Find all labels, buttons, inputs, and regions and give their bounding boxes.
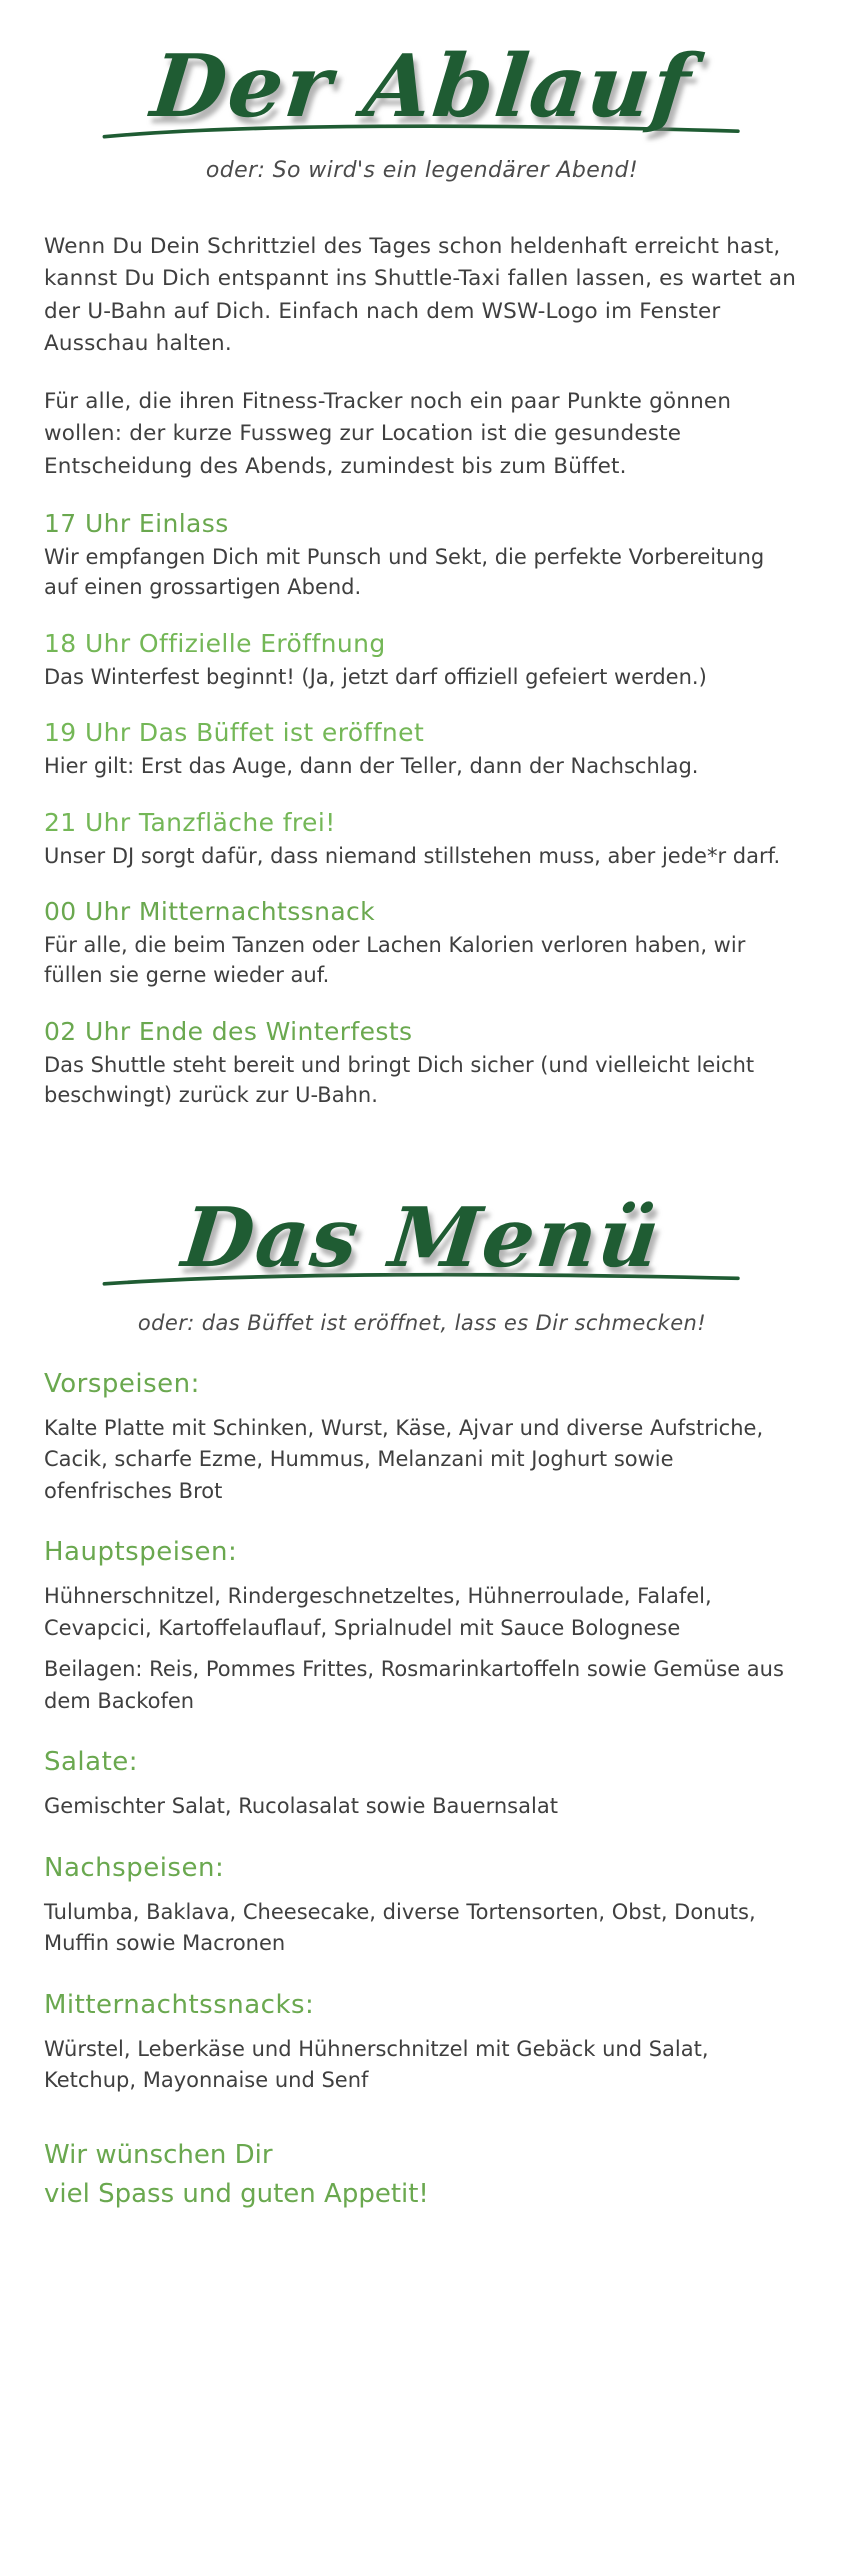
bottom-spacer bbox=[44, 2252, 800, 2282]
menu-subtitle: oder: das Büffet ist eröffnet, lass es Dir schmecken! bbox=[137, 1310, 707, 1335]
schedule-description: Das Winterfest beginnt! (Ja, jetzt darf offiziell gefeiert werden.) bbox=[44, 664, 707, 689]
menu-group-heading: Mitternachtssnacks: bbox=[44, 1989, 315, 2020]
schedule-time-label: 19 Uhr Das Büffet ist eröffnet bbox=[44, 718, 425, 748]
closing-line-1: Wir wünschen Dir bbox=[44, 2139, 273, 2170]
schedule-time-label: 21 Uhr Tanzfläche frei! bbox=[44, 807, 336, 837]
schedule-list bbox=[44, 509, 800, 1111]
closing-block bbox=[44, 2139, 800, 2213]
page-title-menu: Das Menü bbox=[178, 1189, 666, 1286]
schedule-time-label: 17 Uhr Einlass bbox=[44, 508, 229, 538]
schedule-item bbox=[44, 897, 800, 991]
menu-group-line: Kalte Platte mit Schinken, Wurst, Käse, Ajvar und diverse Aufstriche, Cacik, scharfe Ezme, Hummus, Melanzani mit Joghurt sowie ofenfrisches Brot bbox=[44, 1415, 764, 1503]
menu-group-line: Würstel, Leberkäse und Hühnerschnitzel mit Gebäck und Salat, Ketchup, Mayonnaise und Senf bbox=[44, 2036, 709, 2093]
ablauf-title-block bbox=[44, 0, 800, 144]
menu-group-mitternachtssnacks bbox=[44, 1990, 800, 2097]
menu-section bbox=[44, 1189, 800, 2213]
schedule-item bbox=[44, 629, 800, 692]
schedule-item bbox=[44, 509, 800, 603]
menu-group-heading: Hauptspeisen: bbox=[44, 1537, 238, 1568]
schedule-description: Für alle, die beim Tanzen oder Lachen Kalorien verloren haben, wir füllen sie gerne wieder auf. bbox=[44, 932, 746, 988]
schedule-description: Das Shuttle steht bereit und bringt Dich sicher (und vielleicht leicht beschwingt) zurück zur U-Bahn. bbox=[44, 1052, 755, 1108]
intro-paragraph-2: Für alle, die ihren Fitness-Tracker noch ein paar Punkte gönnen wollen: der kurze Fussweg zur Location ist die gesundeste Entscheidung des Abends, zumindest bis zum Büffet. bbox=[44, 389, 732, 479]
schedule-item bbox=[44, 1017, 800, 1111]
ablauf-subtitle: oder: So wird's ein legendärer Abend! bbox=[205, 158, 639, 183]
menu-group-heading: Vorspeisen: bbox=[44, 1368, 200, 1399]
schedule-description: Hier gilt: Erst das Auge, dann der Teller, dann der Nachschlag. bbox=[44, 754, 699, 779]
menu-group-line: Hühnerschnitzel, Rindergeschnetzeltes, Hühnerroulade, Falafel, Cevapcici, Kartoffelauflauf, Sprialnudel mit Sauce Bolognese bbox=[44, 1584, 712, 1640]
menu-group-heading: Nachspeisen: bbox=[44, 1852, 225, 1883]
menu-title-block bbox=[44, 1189, 800, 1293]
schedule-item bbox=[44, 808, 800, 871]
schedule-time-label: 18 Uhr Offizielle Eröffnung bbox=[44, 628, 386, 658]
menu-group-nachspeisen bbox=[44, 1853, 800, 1960]
schedule-time-label: 02 Uhr Ende des Winterfests bbox=[44, 1016, 413, 1046]
menu-group-line: Gemischter Salat, Rucolasalat sowie Bauernsalat bbox=[44, 1794, 558, 1819]
menu-group-hauptspeisen bbox=[44, 1537, 800, 1717]
ablauf-intro bbox=[44, 231, 800, 483]
menu-group-salate bbox=[44, 1747, 800, 1823]
menu-group-heading: Salate: bbox=[44, 1747, 139, 1778]
menu-group-line: Tulumba, Baklava, Cheesecake, diverse Tortensorten, Obst, Donuts, Muffin sowie Macronen bbox=[44, 1899, 756, 1956]
schedule-description: Unser DJ sorgt dafür, dass niemand stillstehen muss, aber jede*r darf. bbox=[44, 843, 781, 868]
page-title-ablauf: Der Ablauf bbox=[147, 36, 698, 137]
schedule-description: Wir empfangen Dich mit Punsch und Sekt, die perfekte Vorbereitung auf einen grossartigen Abend. bbox=[44, 544, 765, 600]
menu-group-line: Beilagen: Reis, Pommes Frittes, Rosmarinkartoffeln sowie Gemüse aus dem Backofen bbox=[44, 1657, 784, 1713]
closing-line-2: viel Spass und guten Appetit! bbox=[44, 2179, 429, 2210]
schedule-time-label: 00 Uhr Mitternachtssnack bbox=[44, 896, 376, 926]
intro-paragraph-1: Wenn Du Dein Schrittziel des Tages schon heldenhaft erreicht hast, kannst Du Dich entspannt ins Shuttle-Taxi fallen lassen, es wartet an der U-Bahn auf Dich. Einfach nach dem WSW-Logo im Fenster Ausschau halten. bbox=[44, 234, 797, 356]
schedule-item bbox=[44, 718, 800, 781]
menu-group-vorspeisen bbox=[44, 1369, 800, 1508]
